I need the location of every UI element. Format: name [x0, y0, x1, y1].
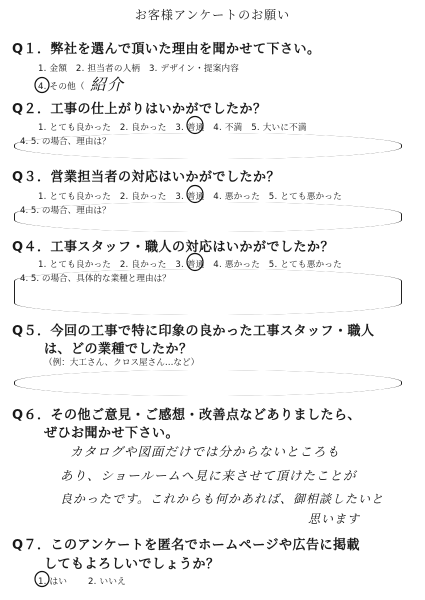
q6-answer-line2: あり、ショールームへ見に来させて頂けたことが: [60, 468, 357, 483]
q5-answer-bracket: [14, 370, 402, 396]
q1-question: Q１．弊社を選んで頂いた理由を聞かせて下さい。: [12, 42, 321, 57]
q3-answer-circle: [185, 184, 205, 204]
q1-options: 1. 金額 2. 担当者の人柄 3. デザイン・提案内容: [38, 64, 240, 74]
page-title: お客様アンケートのお願い: [134, 8, 291, 22]
q5-question-line1: Q５．今回の工事で特に印象の良かった工事スタッフ・職人: [12, 324, 375, 339]
q7-question-line1: Q７．このアンケートを匿名でホームページや広告に掲載: [12, 538, 361, 553]
q5-example: （例：大工さん、クロス屋さん…など）: [44, 358, 200, 368]
q2-options: 1. とても良かった 2. 良かった 3. 普通 4. 不満 5. 大いに不満: [38, 123, 307, 133]
q7-question-line2: してもよろしいでしょうか？: [44, 557, 220, 572]
q4-note: 4. 5. の場合、具体的な業種と理由は？: [20, 274, 171, 284]
q3-options: 1. とても良かった 2. 良かった 3. 普通 4. 悪かった 5. とても悪かった: [38, 192, 342, 202]
q3-question: Q３．営業担当者の対応はいかがでしたか？: [12, 170, 281, 185]
q2-question: Q２．工事の仕上がりはいかがでしたか？: [12, 102, 267, 117]
q5-question-line2: は、どの業種でしたか？: [44, 342, 193, 357]
q2-answer-circle: [185, 115, 205, 135]
q3-note: 4. 5. の場合、理由は？: [20, 206, 111, 216]
q7-option-no: 2. いいえ: [88, 577, 126, 587]
q6-answer-line1: カタログや図面だけでは分からないところも: [70, 444, 341, 459]
q1-answer-circle: [33, 76, 51, 94]
q6-answer-line3: 良かったです。これからも何かあれば、御相談したいと: [60, 492, 385, 506]
q1-handwritten-answer: 紹介: [90, 75, 125, 94]
q7-option-yes: 1. はい: [38, 577, 68, 587]
q4-options: 1. とても良かった 2. 良かった 3. 普通 4. 悪かった 5. とても悪かった: [38, 260, 342, 270]
q7-answer-circle: [33, 570, 51, 588]
q6-question-line1: Q６．その他ご意見・ご感想・改善点などありましたら、: [12, 408, 362, 423]
q4-question: Q４．工事スタッフ・職人の対応はいかがでしたか？: [12, 240, 335, 255]
q6-question-line2: ぜひお聞かせ下さい。: [44, 426, 180, 441]
q1-option-other: 4. その他（: [38, 82, 85, 92]
q2-note: 4. 5. の場合、理由は？: [20, 137, 111, 147]
q6-answer-line4: 思います: [308, 512, 361, 526]
